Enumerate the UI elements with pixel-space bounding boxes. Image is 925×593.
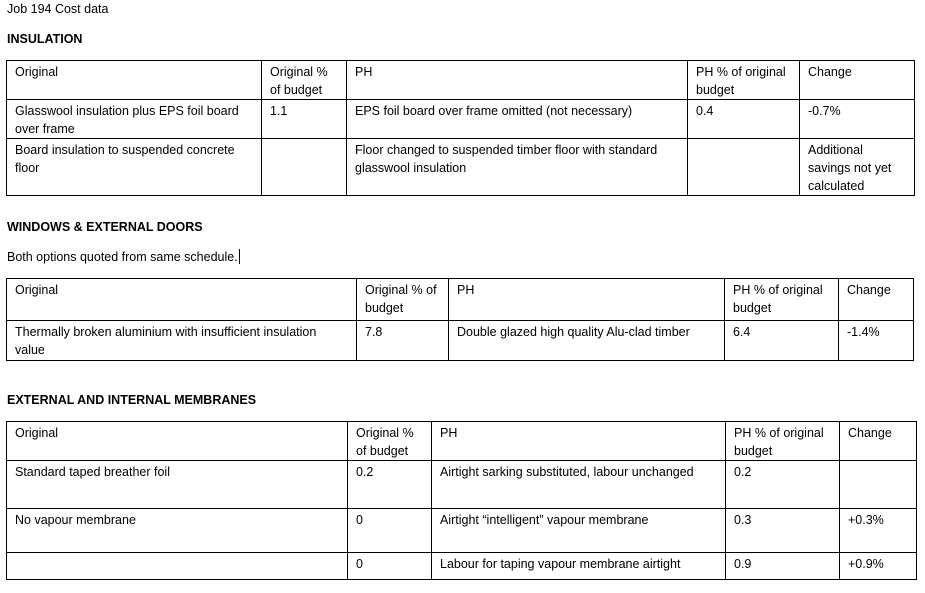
- text-cursor: [239, 249, 240, 264]
- cell-original-percent: 0: [348, 553, 432, 580]
- cell-ph-percent: 0.3: [726, 509, 840, 553]
- table-header-row: [7, 422, 917, 461]
- section-heading-insulation: INSULATION: [7, 32, 83, 46]
- section-heading-windows: WINDOWS & EXTERNAL DOORS: [7, 220, 203, 234]
- cell-change: -0.7%: [800, 100, 915, 139]
- header-ph-percent: PH % of original budget: [725, 279, 839, 321]
- table-header-row: [7, 279, 914, 321]
- cell-ph-percent: 0.4: [688, 100, 800, 139]
- cell-original-percent: 0.2: [348, 461, 432, 509]
- table-row: [7, 553, 917, 580]
- cell-original-percent: [262, 139, 347, 196]
- section-heading-membranes: EXTERNAL AND INTERNAL MEMBRANES: [7, 393, 257, 407]
- cell-ph: Airtight sarking substituted, labour unchanged: [432, 461, 726, 509]
- cell-original-percent: 0: [348, 509, 432, 553]
- cell-original-percent: 7.8: [357, 321, 449, 361]
- insulation-table: [6, 60, 915, 196]
- document-title: Job 194 Cost data: [7, 2, 109, 16]
- header-ph: PH: [432, 422, 726, 461]
- cell-ph: Floor changed to suspended timber floor with standard glasswool insulation: [347, 139, 688, 196]
- cell-ph-percent: 0.9: [726, 553, 840, 580]
- cell-original: [7, 553, 348, 580]
- header-ph: PH: [347, 61, 688, 100]
- header-original: Original: [7, 61, 262, 100]
- cell-change: -1.4%: [839, 321, 914, 361]
- cell-original: Board insulation to suspended concrete floor: [7, 139, 262, 196]
- header-ph-percent: PH % of original budget: [726, 422, 840, 461]
- cell-ph: Double glazed high quality Alu-clad timber: [449, 321, 725, 361]
- membranes-table: [6, 421, 917, 580]
- cell-ph-percent: [688, 139, 800, 196]
- cell-ph-percent: 0.2: [726, 461, 840, 509]
- header-ph: PH: [449, 279, 725, 321]
- cell-original-percent: 1.1: [262, 100, 347, 139]
- cell-ph: Airtight “intelligent” vapour membrane: [432, 509, 726, 553]
- cell-ph: Labour for taping vapour membrane airtight: [432, 553, 726, 580]
- cell-change: [840, 461, 917, 509]
- windows-note-text: Both options quoted from same schedule.: [7, 250, 238, 264]
- header-ph-percent: PH % of original budget: [688, 61, 800, 100]
- cell-ph: EPS foil board over frame omitted (not necessary): [347, 100, 688, 139]
- header-change: Change: [839, 279, 914, 321]
- table-row: [7, 461, 917, 509]
- windows-table: [6, 278, 914, 361]
- header-original: Original: [7, 422, 348, 461]
- cell-original: Glasswool insulation plus EPS foil board over frame: [7, 100, 262, 139]
- header-change: Change: [840, 422, 917, 461]
- cell-change: +0.3%: [840, 509, 917, 553]
- header-original-percent: Original % of budget: [348, 422, 432, 461]
- cell-original: No vapour membrane: [7, 509, 348, 553]
- table-row: [7, 321, 914, 361]
- header-original: Original: [7, 279, 357, 321]
- header-original-percent: Original % of budget: [357, 279, 449, 321]
- table-header-row: [7, 61, 915, 100]
- header-change: Change: [800, 61, 915, 100]
- cell-original: Thermally broken aluminium with insufficient insulation value: [7, 321, 357, 361]
- table-row: [7, 509, 917, 553]
- cell-change: +0.9%: [840, 553, 917, 580]
- cell-ph-percent: 6.4: [725, 321, 839, 361]
- cell-change: Additional savings not yet calculated: [800, 139, 915, 196]
- table-row: [7, 100, 915, 139]
- windows-note: [7, 249, 240, 264]
- header-original-percent: Original % of budget: [262, 61, 347, 100]
- table-row: [7, 139, 915, 196]
- cell-original: Standard taped breather foil: [7, 461, 348, 509]
